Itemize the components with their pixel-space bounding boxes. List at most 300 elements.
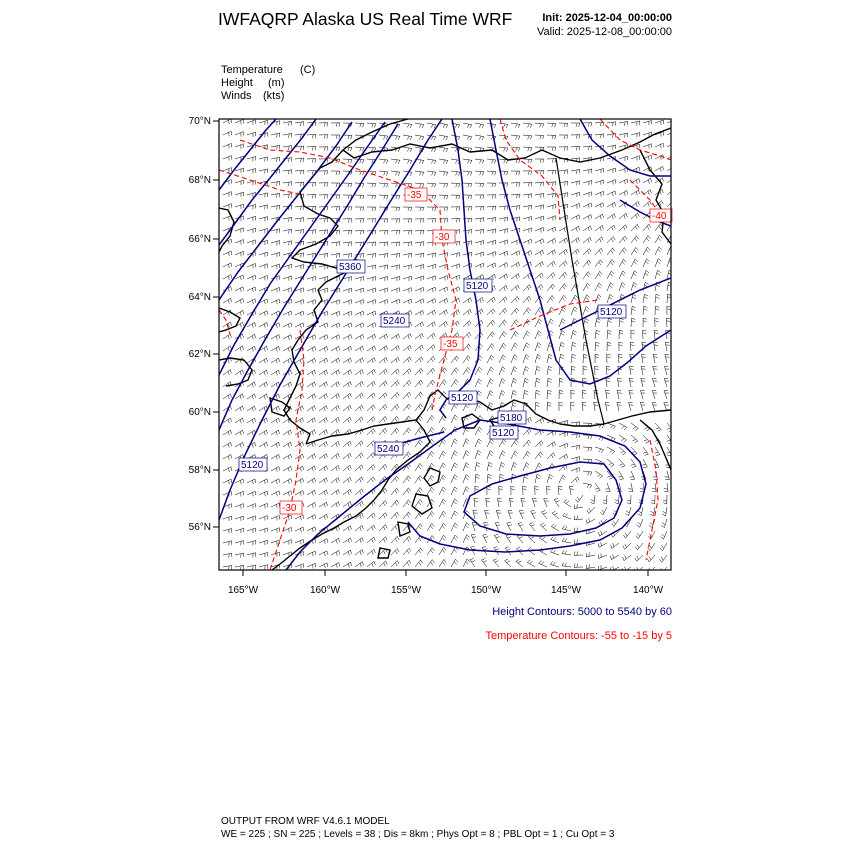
wind-barb bbox=[247, 406, 256, 411]
wind-barb bbox=[571, 181, 580, 186]
wind-barb bbox=[607, 342, 611, 351]
wind-barb bbox=[271, 418, 280, 423]
wind-barb bbox=[439, 123, 448, 128]
wind-barb bbox=[535, 319, 542, 327]
wind-barb bbox=[235, 516, 244, 521]
wind-barb bbox=[451, 451, 458, 459]
wind-barb bbox=[663, 495, 667, 504]
wind-barb bbox=[367, 358, 375, 363]
wind-barb bbox=[283, 229, 292, 234]
wind-barb bbox=[235, 192, 244, 197]
wind-barb bbox=[319, 490, 328, 495]
wind-barb bbox=[283, 479, 292, 484]
wind-barb bbox=[607, 283, 614, 291]
wind-barb bbox=[223, 119, 232, 124]
wind-barb bbox=[571, 123, 580, 127]
wind-barb bbox=[643, 435, 649, 443]
wind-barb bbox=[295, 564, 304, 569]
legend-name: Height bbox=[221, 77, 253, 89]
wind-barb bbox=[642, 459, 647, 468]
wind-barb bbox=[343, 465, 351, 471]
wind-barb bbox=[259, 479, 268, 484]
wind-barb bbox=[511, 486, 515, 495]
wind-barb bbox=[641, 390, 646, 399]
wind-barb bbox=[355, 334, 364, 339]
wind-barb bbox=[571, 192, 580, 197]
wind-barb bbox=[379, 525, 387, 531]
wind-barb bbox=[607, 423, 615, 429]
wind-barb bbox=[623, 531, 631, 538]
wind-barb bbox=[403, 159, 412, 164]
wind-barb bbox=[235, 528, 244, 533]
wind-barb bbox=[283, 121, 292, 126]
wind-barb bbox=[331, 123, 340, 127]
wind-barb bbox=[509, 498, 513, 507]
wind-barb bbox=[391, 536, 399, 543]
wind-barb bbox=[571, 378, 575, 387]
wind-barb bbox=[247, 540, 256, 545]
wind-barb bbox=[415, 428, 423, 436]
wind-barb bbox=[618, 354, 622, 363]
wind-barb bbox=[247, 169, 256, 174]
wind-barb bbox=[586, 552, 595, 557]
wind-barb bbox=[319, 123, 328, 127]
wind-barb bbox=[343, 183, 352, 187]
wind-barb bbox=[547, 402, 551, 411]
wind-barb bbox=[295, 406, 304, 411]
wind-barb bbox=[547, 238, 556, 243]
wind-barb bbox=[355, 489, 363, 495]
wind-barb bbox=[511, 251, 520, 256]
wind-barb bbox=[470, 559, 475, 568]
wind-barb bbox=[523, 194, 532, 198]
wind-barb bbox=[259, 169, 268, 174]
wind-barb bbox=[463, 451, 469, 459]
wind-barb bbox=[499, 451, 506, 459]
wind-barb bbox=[499, 486, 503, 495]
wind-barb bbox=[615, 495, 619, 504]
wind-barb bbox=[283, 288, 292, 293]
wind-barb bbox=[643, 294, 648, 303]
wind-barb bbox=[247, 553, 256, 558]
wind-barb bbox=[487, 195, 496, 199]
wind-barb bbox=[367, 369, 375, 375]
wind-barb bbox=[636, 531, 643, 539]
wind-barb bbox=[523, 463, 529, 471]
wind-barb bbox=[495, 522, 500, 531]
wind-barb bbox=[247, 418, 256, 423]
wind-barb bbox=[640, 402, 645, 411]
wind-barb bbox=[259, 217, 268, 222]
wind-barb bbox=[223, 298, 232, 303]
wind-barb bbox=[619, 459, 625, 467]
wind-barb bbox=[619, 447, 626, 455]
wind-barb bbox=[523, 429, 531, 435]
wind-barb bbox=[367, 417, 375, 423]
wind-barb bbox=[631, 318, 635, 327]
wind-barb bbox=[523, 319, 530, 327]
wind-barb bbox=[247, 299, 256, 304]
wind-barb bbox=[307, 490, 316, 495]
wind-barb bbox=[630, 342, 634, 351]
wind-barb bbox=[451, 368, 459, 375]
wind-barb bbox=[415, 380, 423, 387]
wind-barb bbox=[667, 258, 673, 267]
wind-barb bbox=[618, 471, 623, 480]
wind-barb bbox=[259, 553, 268, 558]
wind-barb bbox=[571, 307, 578, 315]
wind-barb bbox=[367, 147, 376, 152]
contour-label: 5120 bbox=[241, 460, 264, 471]
wind-barb bbox=[427, 276, 436, 281]
wind-barb bbox=[235, 565, 244, 570]
lon-label: 140°W bbox=[632, 585, 664, 596]
wind-barb bbox=[481, 559, 487, 567]
wind-barb bbox=[247, 516, 256, 521]
wind-barb bbox=[403, 123, 412, 128]
wind-barb bbox=[586, 518, 595, 523]
wind-barb bbox=[355, 417, 363, 423]
wind-barb bbox=[582, 402, 586, 411]
wind-barb bbox=[535, 227, 544, 232]
wind-barb bbox=[379, 501, 387, 508]
wind-barb bbox=[415, 171, 424, 176]
wind-barb bbox=[355, 195, 364, 199]
valid-time: Valid: 2025-12-08_00:00:00 bbox=[537, 26, 672, 38]
wind-barb bbox=[415, 322, 424, 327]
wind-barb bbox=[535, 390, 540, 399]
wind-barb bbox=[619, 248, 627, 255]
wind-barb bbox=[665, 471, 670, 480]
wind-barb bbox=[511, 402, 516, 411]
contour-label: -30 bbox=[435, 232, 450, 243]
wind-barb bbox=[379, 334, 388, 339]
wind-barb bbox=[379, 381, 387, 387]
wind-barb bbox=[463, 463, 469, 471]
wind-barb bbox=[235, 204, 244, 209]
wind-barb bbox=[571, 434, 580, 438]
wind-barb bbox=[235, 370, 244, 375]
wind-barb bbox=[523, 239, 532, 244]
wind-barb bbox=[562, 525, 571, 531]
wind-barb bbox=[331, 429, 339, 435]
wind-barb bbox=[487, 462, 493, 471]
wind-barb bbox=[343, 346, 352, 351]
wind-barb bbox=[653, 366, 658, 375]
wind-barb bbox=[619, 283, 625, 292]
wind-barb bbox=[475, 427, 482, 435]
wind-barb bbox=[355, 288, 364, 293]
wind-barb bbox=[235, 119, 244, 124]
wind-barb bbox=[295, 394, 304, 399]
wind-barb bbox=[355, 525, 363, 531]
wind-barb bbox=[535, 250, 544, 255]
wind-barb bbox=[463, 321, 471, 327]
wind-barb bbox=[463, 123, 472, 128]
wind-barb bbox=[665, 366, 670, 375]
wind-barb bbox=[271, 382, 280, 387]
wind-barb bbox=[427, 356, 435, 363]
contour-label: 5120 bbox=[451, 393, 474, 404]
wind-barb bbox=[271, 503, 280, 508]
wind-barb bbox=[655, 235, 662, 243]
wind-barb bbox=[439, 321, 447, 327]
wind-barb bbox=[307, 418, 316, 423]
wind-barb bbox=[547, 474, 553, 483]
wind-barb bbox=[571, 457, 580, 462]
wind-barb bbox=[415, 368, 423, 375]
wind-barb bbox=[535, 205, 544, 210]
wind-barb bbox=[643, 121, 652, 126]
wind-barb bbox=[427, 264, 436, 269]
wind-barb bbox=[595, 203, 604, 208]
wind-barb bbox=[475, 462, 480, 471]
wind-barb bbox=[523, 135, 532, 140]
wind-barb bbox=[499, 308, 507, 315]
wind-barb bbox=[427, 183, 436, 188]
wind-barb bbox=[499, 343, 506, 351]
wind-barb bbox=[415, 183, 424, 188]
wind-barb bbox=[562, 538, 571, 543]
lat-label: 64°N bbox=[188, 292, 211, 303]
wind-barb bbox=[619, 318, 624, 327]
wind-barb bbox=[641, 366, 646, 375]
wind-barb bbox=[595, 191, 604, 196]
wind-barb bbox=[439, 195, 448, 199]
wind-barb bbox=[355, 147, 364, 151]
wind-barb bbox=[535, 307, 542, 315]
wind-barb bbox=[631, 282, 637, 291]
wind-barb bbox=[647, 555, 655, 562]
wind-barb bbox=[547, 378, 552, 387]
wind-barb bbox=[295, 539, 304, 544]
wind-barb bbox=[355, 538, 363, 544]
wind-barb bbox=[507, 522, 512, 531]
lon-label: 155°W bbox=[390, 585, 422, 596]
wind-barb bbox=[259, 516, 268, 521]
wind-barb bbox=[379, 464, 387, 471]
wind-barb bbox=[475, 263, 484, 268]
wind-barb bbox=[583, 215, 592, 220]
wind-barb bbox=[403, 265, 412, 270]
wind-barb bbox=[259, 491, 268, 496]
wind-barb bbox=[223, 192, 232, 197]
wind-barb bbox=[475, 206, 484, 210]
wind-barb bbox=[535, 135, 544, 139]
wind-barb bbox=[571, 135, 580, 139]
wind-barb bbox=[623, 543, 631, 549]
chart-title: IWFAQRP Alaska US Real Time WRF bbox=[218, 9, 513, 29]
wind-barb bbox=[367, 207, 376, 211]
wind-barb bbox=[343, 477, 351, 483]
wind-barb bbox=[415, 476, 422, 484]
wind-barb bbox=[463, 475, 469, 483]
wind-barb bbox=[451, 487, 458, 495]
wind-barb bbox=[271, 442, 280, 447]
wind-barb bbox=[535, 262, 543, 268]
contour-label: 5180 bbox=[500, 413, 523, 424]
wind-barb bbox=[343, 159, 352, 163]
wind-barb bbox=[664, 379, 669, 388]
wind-barb bbox=[499, 135, 508, 140]
contour-label: 5120 bbox=[600, 307, 623, 318]
wind-barb bbox=[583, 146, 592, 150]
wind-barb bbox=[295, 527, 304, 532]
wind-barb bbox=[535, 239, 544, 244]
wind-barb bbox=[571, 366, 575, 375]
wind-barb bbox=[631, 271, 637, 279]
wind-barb bbox=[403, 404, 411, 411]
wind-barb bbox=[571, 204, 580, 209]
wind-barb bbox=[427, 253, 436, 258]
wind-barb bbox=[619, 236, 627, 243]
legend-unit: (m) bbox=[268, 77, 285, 89]
wind-barb bbox=[331, 550, 340, 555]
wind-barb bbox=[343, 405, 351, 411]
wind-barb bbox=[403, 207, 412, 211]
wind-barb bbox=[439, 264, 448, 269]
wind-barb bbox=[379, 242, 388, 246]
wind-barb bbox=[463, 523, 470, 531]
wind-barb bbox=[595, 366, 599, 375]
wind-barb bbox=[529, 523, 535, 531]
wind-barb bbox=[235, 251, 244, 256]
wind-barb bbox=[559, 330, 565, 339]
wind-barb bbox=[379, 195, 388, 199]
wind-barb bbox=[451, 287, 460, 292]
wind-barb bbox=[367, 381, 375, 387]
wind-barb bbox=[547, 123, 556, 127]
wind-barb bbox=[259, 394, 268, 399]
wind-barb bbox=[451, 439, 458, 447]
wind-barb bbox=[475, 379, 482, 387]
wind-barb bbox=[235, 346, 244, 351]
wind-barb bbox=[391, 488, 399, 495]
wind-barb bbox=[643, 447, 648, 455]
wind-barb bbox=[451, 253, 460, 258]
wind-barb bbox=[631, 259, 638, 267]
wind-barb bbox=[607, 202, 616, 207]
wind-barb bbox=[235, 491, 244, 496]
wind-barb bbox=[403, 135, 412, 140]
wind-barb bbox=[475, 439, 482, 447]
wind-barb bbox=[650, 507, 655, 516]
wind-barb bbox=[627, 495, 631, 504]
wind-barb bbox=[499, 217, 508, 222]
wind-barb bbox=[415, 310, 424, 315]
wind-barb bbox=[331, 441, 339, 447]
wind-barb bbox=[487, 439, 494, 447]
wind-barb bbox=[628, 483, 633, 492]
wind-barb bbox=[223, 566, 232, 570]
wind-barb bbox=[463, 183, 472, 187]
wind-barb bbox=[331, 323, 340, 328]
wind-barb bbox=[295, 466, 304, 471]
wind-barb bbox=[391, 334, 400, 339]
wind-barb bbox=[527, 560, 535, 567]
wind-barb bbox=[367, 311, 376, 316]
wind-barb bbox=[487, 183, 496, 187]
wind-barb bbox=[247, 479, 256, 484]
wind-barb bbox=[307, 563, 316, 568]
wind-barb bbox=[343, 538, 352, 543]
wind-barb bbox=[463, 559, 470, 567]
wind-barb bbox=[564, 500, 571, 508]
wind-barb bbox=[307, 382, 316, 387]
wind-barb bbox=[295, 218, 304, 222]
wind-barb bbox=[427, 368, 435, 375]
wind-barb bbox=[427, 487, 434, 495]
wind-barb bbox=[391, 428, 399, 435]
wind-barb bbox=[415, 440, 422, 448]
wind-barb bbox=[247, 120, 256, 125]
wind-barb bbox=[535, 193, 544, 197]
wind-barb bbox=[271, 311, 280, 316]
wind-barb bbox=[331, 207, 340, 211]
wind-barb bbox=[595, 354, 599, 363]
wind-barb bbox=[559, 307, 566, 315]
wind-barb bbox=[463, 298, 472, 303]
wind-barb bbox=[343, 135, 352, 139]
wind-barb bbox=[415, 253, 424, 258]
wind-barb bbox=[487, 263, 496, 268]
wind-barb bbox=[355, 219, 364, 223]
wind-barb bbox=[631, 121, 640, 126]
wind-barb bbox=[586, 564, 595, 569]
wind-barb bbox=[319, 288, 328, 293]
wind-barb bbox=[439, 135, 448, 140]
wind-barb bbox=[271, 157, 280, 162]
wind-barb bbox=[451, 275, 460, 280]
wind-barb bbox=[271, 467, 280, 472]
wind-barb bbox=[403, 230, 412, 234]
wind-barb bbox=[343, 300, 352, 305]
wind-barb bbox=[343, 441, 351, 447]
wind-barb bbox=[331, 453, 339, 459]
wind-barb bbox=[331, 394, 339, 400]
wind-barb bbox=[463, 171, 472, 176]
wind-barb bbox=[532, 498, 537, 507]
wind-barb bbox=[319, 539, 328, 544]
wind-barb bbox=[666, 318, 670, 327]
wind-barb bbox=[259, 528, 268, 533]
wind-barb bbox=[607, 225, 615, 231]
wind-barb bbox=[235, 240, 244, 245]
wind-barb bbox=[283, 241, 292, 246]
wind-barb bbox=[643, 306, 647, 315]
wind-barb bbox=[535, 474, 540, 483]
wind-barb bbox=[625, 507, 631, 516]
wind-barb bbox=[307, 300, 316, 305]
border bbox=[556, 158, 604, 424]
wind-barb bbox=[547, 147, 556, 151]
wind-barb bbox=[635, 555, 643, 561]
wind-barb bbox=[559, 147, 568, 151]
wind-barb bbox=[271, 479, 280, 484]
wind-barb bbox=[559, 295, 566, 303]
wind-barb bbox=[319, 218, 328, 222]
wind-barb bbox=[547, 486, 551, 495]
wind-barb bbox=[475, 183, 484, 187]
wind-barb bbox=[631, 133, 640, 138]
wind-barb bbox=[355, 207, 364, 211]
wind-barb bbox=[319, 502, 328, 507]
wind-barb bbox=[463, 367, 470, 375]
wind-barb bbox=[307, 346, 316, 351]
wind-barb bbox=[559, 402, 563, 411]
wind-barb bbox=[619, 225, 627, 231]
wind-barb bbox=[451, 415, 458, 423]
